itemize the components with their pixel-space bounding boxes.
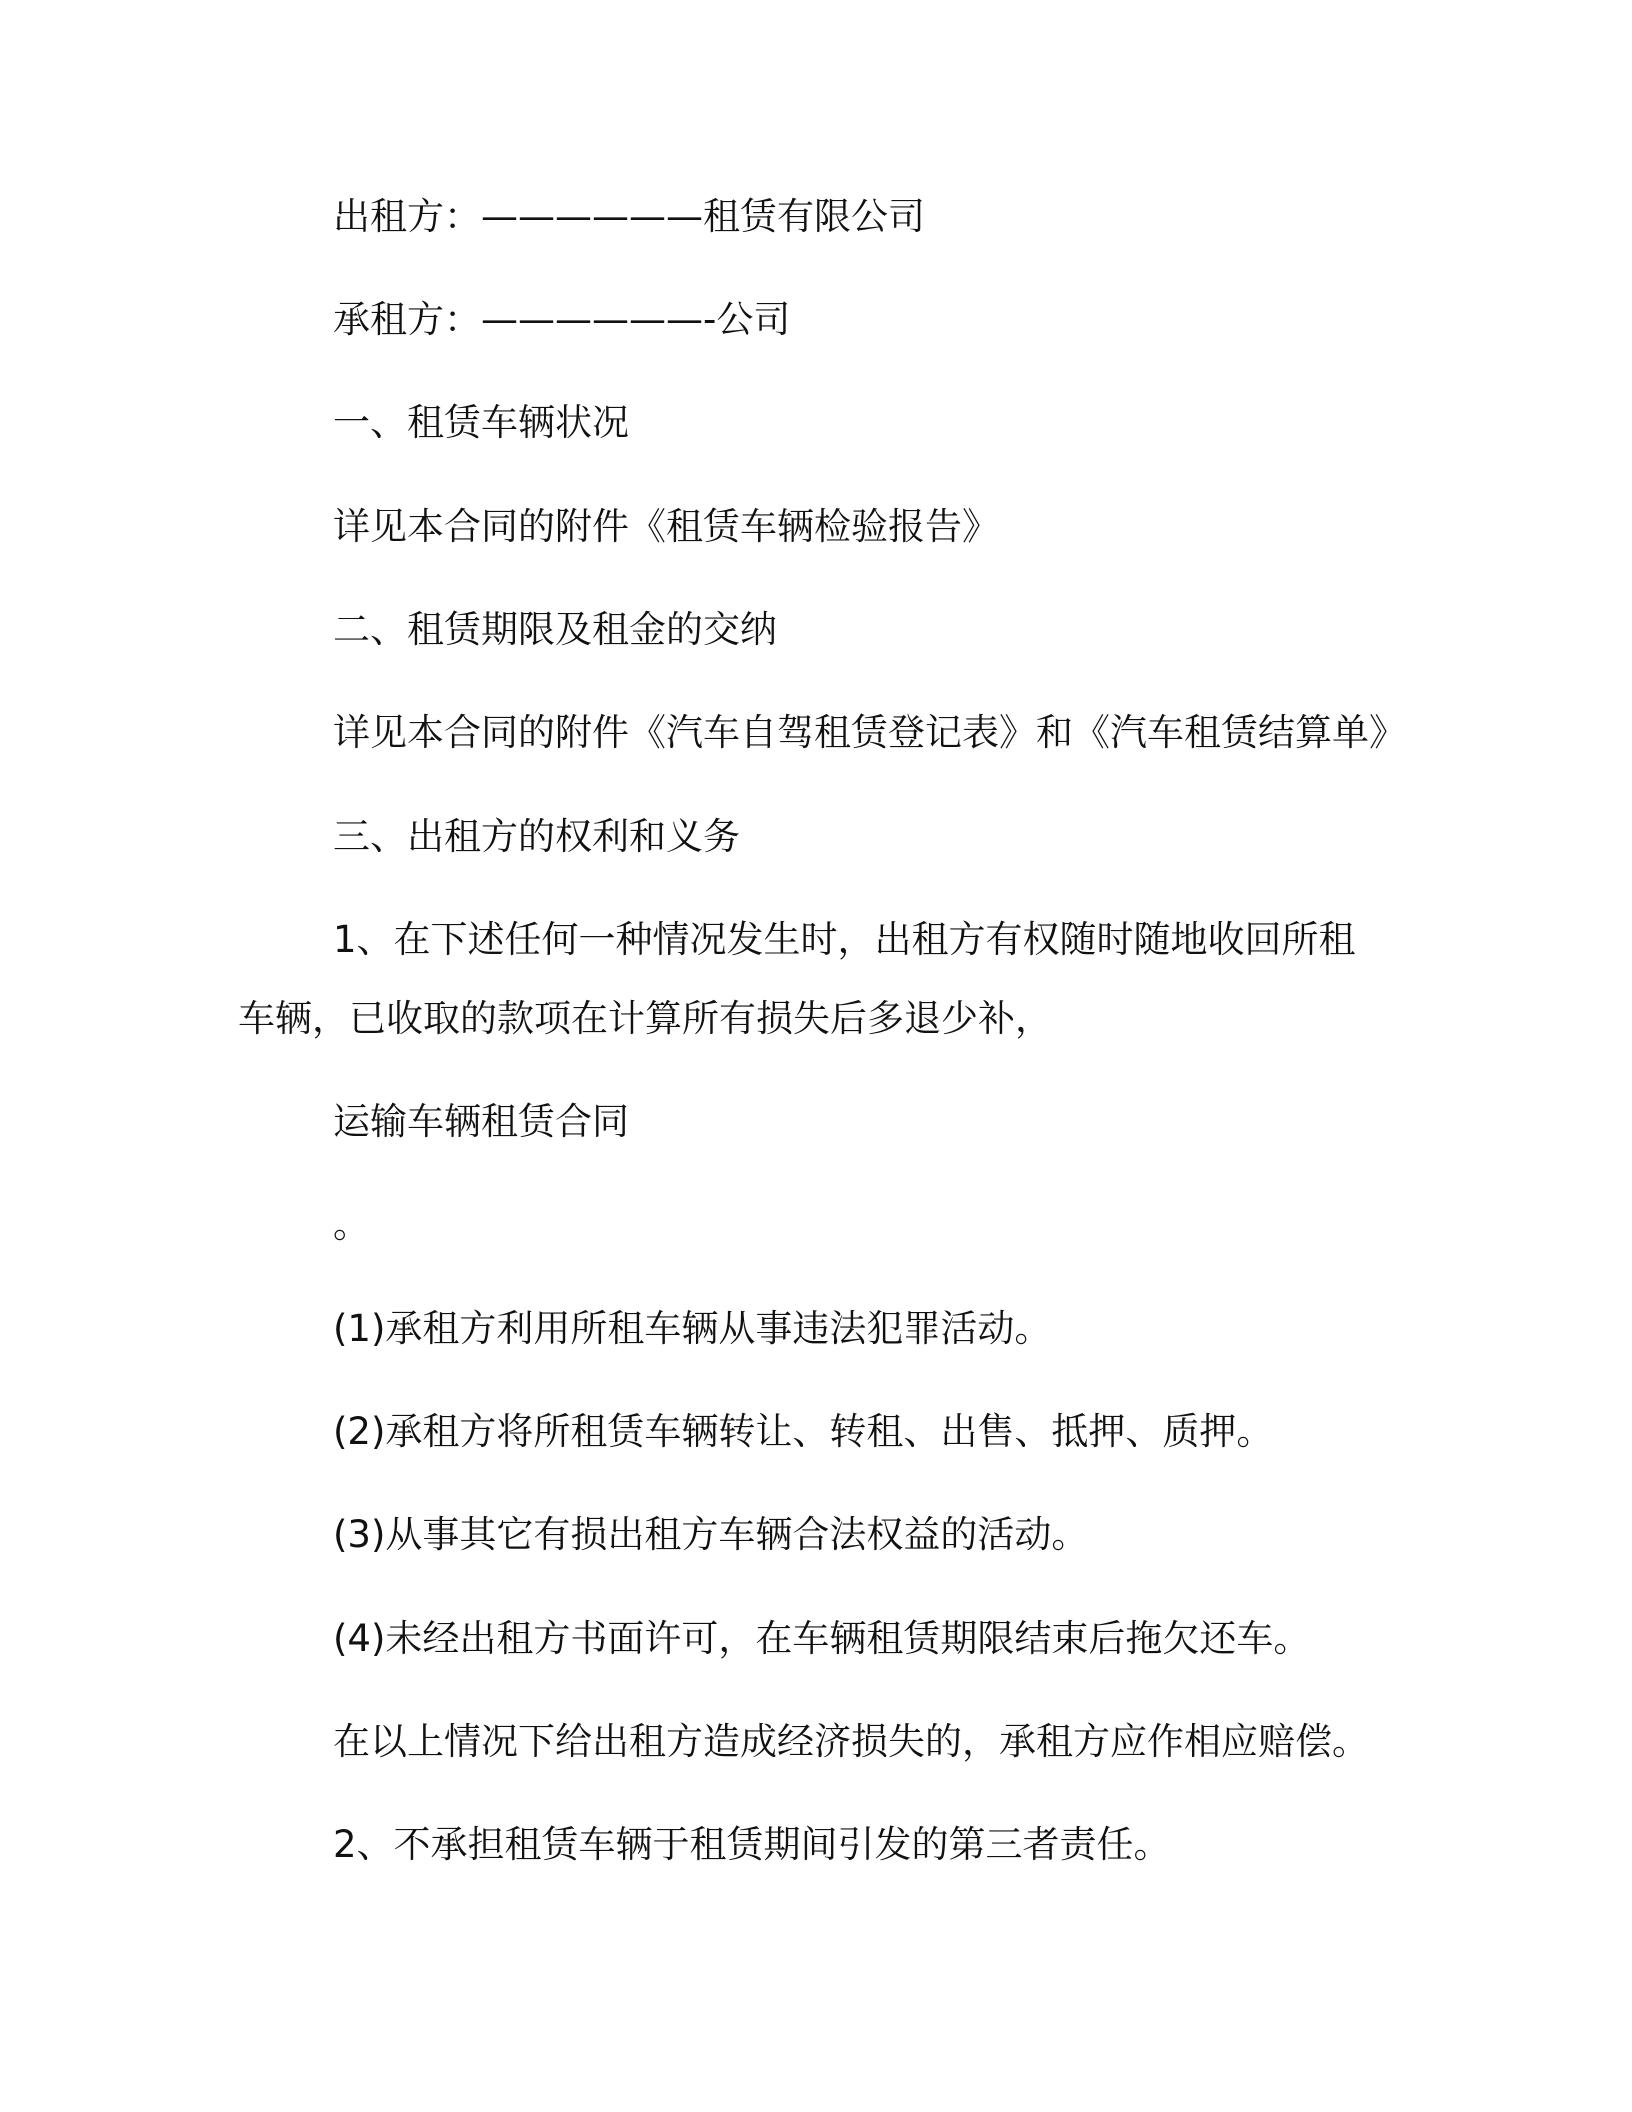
section1-text: 详见本合同的附件《租赁车辆检验报告》 — [333, 505, 999, 548]
item1-line1: 1、在下述任何一种情况发生时，出租方有权随时随地收回所租 — [333, 918, 1356, 961]
section3-heading: 三、出租方的权利和义务 — [333, 815, 740, 858]
contract-title: 运输车辆租赁合同 — [333, 1100, 629, 1143]
lessee-line: 承租方：——————-公司 — [333, 298, 791, 341]
section1-heading: 一、租赁车辆状况 — [333, 401, 629, 444]
lessor-line: 出租方：——————租赁有限公司 — [333, 195, 925, 238]
stray-period: 。 — [333, 1203, 370, 1246]
section2-text: 详见本合同的附件《汽车自驾租赁登记表》和《汽车租赁结算单》 — [333, 711, 1406, 754]
item1-line2: 车辆，已收取的款项在计算所有损失后多退少补， — [238, 997, 1052, 1040]
compensation-text: 在以上情况下给出租方造成经济损失的，承租方应作相应赔偿。 — [333, 1720, 1369, 1763]
section2-heading: 二、租赁期限及租金的交纳 — [333, 608, 777, 651]
item2-text: 2、不承担租赁车辆于租赁期间引发的第三者责任。 — [333, 1823, 1171, 1866]
clause-2: (2)承租方将所租赁车辆转让、转租、出售、抵押、质押。 — [333, 1410, 1274, 1453]
clause-1: (1)承租方利用所租车辆从事违法犯罪活动。 — [333, 1307, 1052, 1350]
clause-4: (4)未经出租方书面许可，在车辆租赁期限结束后拖欠还车。 — [333, 1617, 1311, 1660]
clause-3: (3)从事其它有损出租方车辆合法权益的活动。 — [333, 1513, 1089, 1556]
